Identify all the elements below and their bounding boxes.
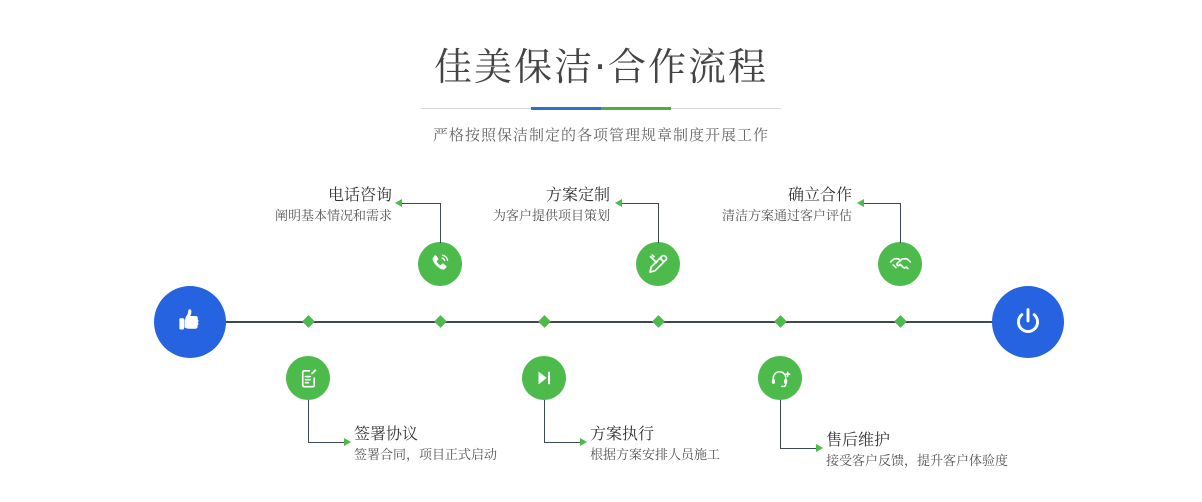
label-step-3 [460, 185, 610, 227]
headset-support-icon [769, 367, 792, 390]
label-step-6 [826, 430, 1008, 472]
node-step-5 [878, 242, 922, 286]
divider-accent-green [601, 107, 671, 110]
arrow-step-1 [395, 199, 402, 207]
arrow-step-2 [344, 438, 351, 446]
connector-step-1-vertical [440, 203, 441, 243]
header [0, 0, 1202, 145]
step-2-name: 签署协议 [354, 424, 419, 443]
connector-step-1-horizontal [402, 203, 440, 204]
axis-dot-step-2 [302, 315, 315, 328]
connector-step-4-horizontal [544, 442, 580, 443]
connector-step-6-horizontal [780, 448, 816, 449]
axis-dot-step-4 [538, 315, 551, 328]
start-endpoint [154, 286, 226, 358]
label-step-1 [252, 185, 392, 227]
phone-call-icon [428, 252, 452, 276]
step-6-name: 售后维护 [826, 430, 891, 449]
arrow-step-3 [615, 199, 622, 207]
connector-step-3-vertical [658, 203, 659, 243]
arrow-step-5 [857, 199, 864, 207]
node-step-4 [522, 356, 566, 400]
step-5-name: 确立合作 [787, 185, 852, 204]
document-edit-icon [297, 367, 320, 390]
title-divider [421, 107, 781, 110]
axis-dot-step-6 [774, 315, 787, 328]
step-2-desc: 签署合同，项目正式启动 [354, 448, 498, 463]
step-4-desc: 根据方案安排人员施工 [590, 448, 721, 463]
node-step-6 [758, 356, 802, 400]
arrow-step-6 [816, 444, 823, 452]
step-1-name: 电话咨询 [327, 185, 392, 204]
node-step-2 [286, 356, 330, 400]
step-1-desc: 阐明基本情况和需求 [274, 209, 392, 224]
pen-ruler-icon [646, 252, 670, 276]
label-step-2 [354, 424, 497, 466]
connector-step-5-vertical [900, 203, 901, 243]
axis-dot-step-1 [434, 315, 447, 328]
axis-dot-step-5 [894, 315, 907, 328]
step-5-desc: 清洁方案通过客户评估 [721, 209, 852, 224]
divider-accent-blue [531, 107, 601, 110]
connector-step-3-horizontal [622, 203, 658, 204]
connector-step-2-vertical [308, 400, 309, 442]
thumbs-up-icon [173, 305, 207, 339]
step-4-name: 方案执行 [590, 424, 655, 443]
step-3-desc: 为客户提供项目策划 [492, 209, 610, 224]
power-icon [1010, 304, 1046, 340]
connector-step-5-horizontal [864, 203, 900, 204]
end-endpoint [992, 286, 1064, 358]
connector-step-6-vertical [780, 400, 781, 448]
label-step-4 [590, 424, 720, 466]
step-6-desc: 接受客户反馈，提升客户体验度 [826, 454, 1009, 469]
handshake-icon [888, 252, 913, 277]
node-step-3 [636, 242, 680, 286]
page-title: 佳美保洁·合作流程 [433, 45, 769, 89]
label-step-5 [700, 185, 852, 227]
play-next-icon [533, 367, 555, 389]
step-3-name: 方案定制 [545, 185, 610, 204]
node-step-1 [418, 242, 462, 286]
arrow-step-4 [580, 438, 587, 446]
connector-step-2-horizontal [308, 442, 344, 443]
page-subtitle: 严格按照保洁制定的各项管理规章制度开展工作 [432, 126, 769, 144]
axis-dot-step-3 [652, 315, 665, 328]
connector-step-4-vertical [544, 400, 545, 442]
